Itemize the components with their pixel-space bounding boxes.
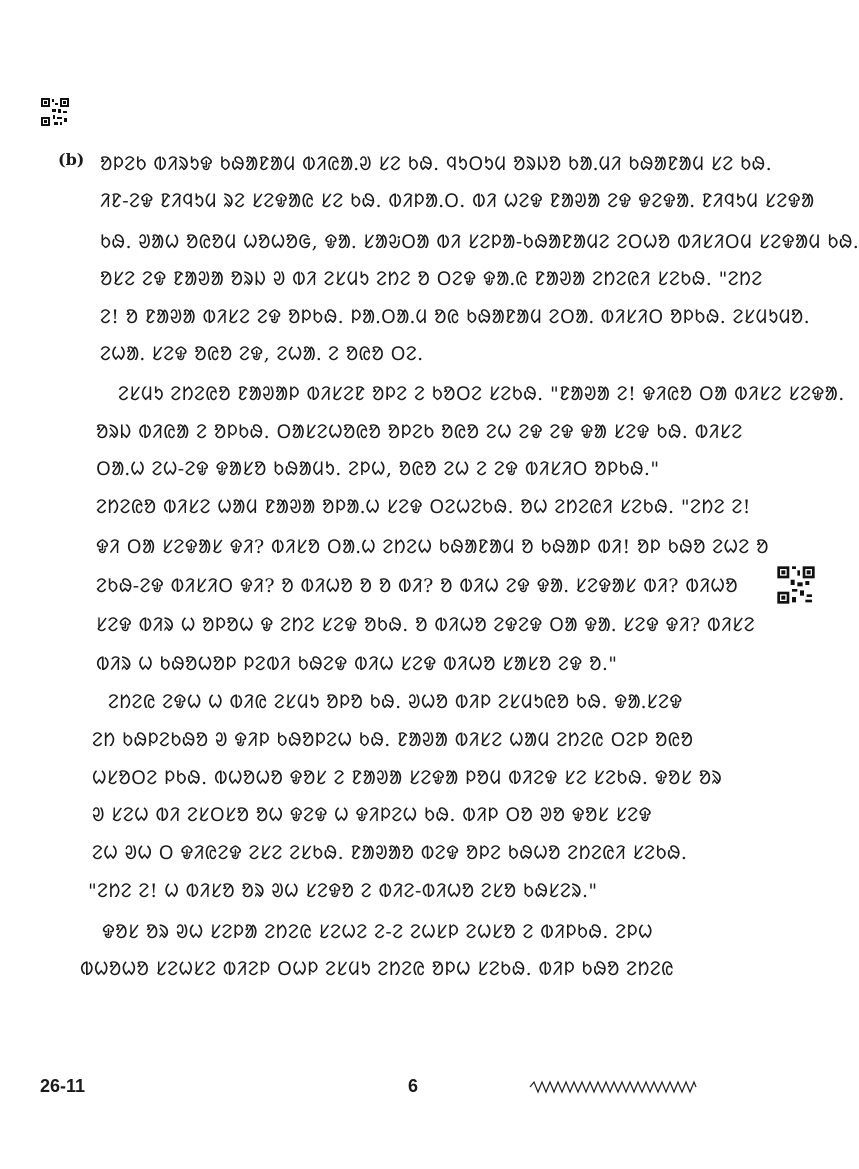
passage-line: ᱮᱥᱢᱩ ᱮᱴᱮᱭᱚ ᱱᱟᱣᱟᱞ ᱵᱤᱥᱮᱱ ᱚᱞᱮ ᱮ ᱠᱚᱛᱮ ᱥᱮᱠᱷ. "ᱱᱟᱣᱟ ᱮ! ᱫᱤᱭᱚ ᱛᱟ ᱵᱤᱥᱮ ᱥᱮᱫᱟ. — [118, 383, 845, 405]
passage-line: ᱛᱟᱹᱦ ᱮᱦ-ᱮᱫ ᱫᱟᱥᱚ ᱠᱷᱟᱢᱩ. ᱮᱞᱦ, ᱚᱭᱚ ᱮᱦ ᱮ ᱮᱫ ᱵᱤᱥᱤᱛ ᱚᱞᱠᱷ." — [96, 458, 660, 480]
passage-line: ᱥᱮᱫ ᱵᱤᱨ ᱦ ᱚᱞᱚᱦ ᱫ ᱮᱴᱮ ᱥᱮᱫ ᱚᱠᱷ. ᱚ ᱵᱤᱦᱚ ᱮᱫᱮᱫ ᱛᱟ ᱫᱟᱹ ᱥᱮᱫ ᱫᱤ? ᱵᱤᱥᱮ — [96, 614, 756, 636]
passage-line: ᱵᱤᱨ ᱦ ᱠᱷᱚᱦᱚᱞ ᱞᱮᱵᱤ ᱠᱷᱮᱫ ᱵᱤᱦ ᱥᱮᱫ ᱵᱤᱦᱚ ᱥᱟᱥᱚ ᱮᱫ ᱚ." — [96, 653, 618, 675]
passage-line: ᱮᱦ ᱣᱦ ᱛ ᱫᱤᱭᱮᱫ ᱮᱥᱮ ᱮᱥᱠᱷ. ᱱᱟᱣᱟᱚ ᱵᱮᱫ ᱚᱞᱮ ᱠᱷᱦᱚ ᱮᱴᱮᱭᱤ ᱥᱮᱠᱷ. — [92, 842, 688, 864]
passage-line: ᱠᱷ. ᱣᱟᱦ ᱚᱭᱚᱢ ᱦᱚᱦᱚᱜ, ᱫᱟᱹ ᱥᱟᱶᱛᱟ ᱵᱤ ᱥᱮᱞᱟ-ᱠᱷᱟᱱᱟᱢᱮ ᱮᱛᱦᱚ ᱵᱤᱥᱤᱛᱢ ᱥᱮᱫᱟᱢ ᱠᱷ. — [100, 231, 859, 253]
passage-line: ᱮ! ᱚ ᱱᱟᱣᱟ ᱵᱤᱥᱮ ᱮᱫ ᱚᱞᱠᱷ. ᱞᱟᱹᱛᱟᱹᱢ ᱚᱭ ᱠᱷᱟᱱᱟᱢ ᱮᱛᱟᱹ ᱵᱤᱥᱤᱛ ᱚᱞᱠᱷ. ᱮᱥᱢᱩᱢᱚ. — [100, 306, 811, 328]
passage-line: ᱮᱴᱮᱭ ᱮᱫᱦ ᱦ ᱵᱤᱭ ᱮᱥᱢᱩ ᱚᱞᱚ ᱠᱷ. ᱣᱦᱚ ᱵᱤᱞ ᱮᱥᱢᱩᱭᱚ ᱠᱷ. ᱫᱟᱹᱥᱮᱫ — [108, 691, 683, 713]
passage-line: ᱦᱥᱚᱛᱮ ᱞᱠᱷ. ᱵᱦᱚᱦᱚ ᱫᱚᱥ ᱮ ᱱᱟᱣᱟ ᱥᱮᱫᱟ ᱞᱚᱢ ᱵᱤᱮᱫ ᱥᱮ ᱥᱮᱠᱷ. ᱫᱚᱥ ᱚᱨ — [92, 767, 723, 789]
question-part-label: (b) — [58, 150, 85, 169]
page-number: 6 — [408, 1076, 419, 1096]
passage-line: ᱫᱚᱥ ᱚᱨ ᱣᱦ ᱥᱮᱞᱟ ᱮᱴᱮᱭ ᱥᱮᱦᱮ ᱮ-ᱮ ᱮᱦᱥᱞ ᱮᱦᱥᱚ ᱮ ᱵᱤᱞᱠᱷ. ᱮᱞᱦ — [102, 921, 653, 943]
passage-line: ᱫᱤ ᱛᱟ ᱥᱮᱫᱟᱥ ᱫᱤ? ᱵᱤᱥᱚ ᱛᱟᱹᱦ ᱮᱴᱮᱦ ᱠᱷᱟᱱᱟᱢ ᱚ ᱠᱷᱟᱞ ᱵᱤ! ᱚᱞ ᱠᱷᱚ ᱮᱦᱮ ᱚ — [96, 536, 769, 558]
paper-code: 26-11 — [40, 1076, 86, 1096]
passage-line: ᱮᱴ ᱠᱷᱞᱮᱠᱷᱚ ᱣ ᱫᱤᱞ ᱠᱷᱚᱞᱮᱦ ᱠᱷ. ᱱᱟᱣᱟ ᱵᱤᱥᱮ ᱦᱟᱢ ᱮᱴᱮᱭ ᱛᱮᱞ ᱚᱭᱚ — [92, 729, 694, 751]
wavy-line-icon — [530, 1080, 700, 1094]
passage-line: ᱮᱠᱷ-ᱮᱫ ᱵᱤᱥᱤᱛ ᱫᱤ? ᱚ ᱵᱤᱦᱚ ᱚ ᱚ ᱵᱤ? ᱚ ᱵᱤᱦ ᱮᱫ ᱫᱟᱹ ᱥᱮᱫᱟᱥ ᱵᱤ? ᱵᱤᱦᱚ — [96, 575, 739, 597]
qr-code-icon-top — [40, 97, 70, 127]
passage-line: ᱚᱞᱮᱠ ᱵᱤᱨᱩᱫ ᱠᱷᱟᱱᱟᱢ ᱵᱤᱭᱟᱹᱣ ᱥᱮ ᱠᱷ. ᱧᱩᱛᱩᱢ ᱚᱨᱡᱚ ᱠᱟᱹᱢᱤ ᱠᱷᱟᱱᱟᱢ ᱥᱮ ᱠᱷ. — [100, 153, 773, 175]
passage-line: ᱚᱨᱡ ᱵᱤᱭᱟ ᱮ ᱚᱞᱠᱷ. ᱛᱟᱥᱮᱦᱚᱭᱚ ᱚᱞᱮᱠ ᱚᱭᱚ ᱮᱦ ᱮᱫ ᱮᱫ ᱫᱟ ᱥᱮᱫ ᱠᱷ. ᱵᱤᱥᱮ — [96, 421, 743, 443]
passage-line: ᱮᱴᱮᱭᱚ ᱵᱤᱥᱮ ᱦᱟᱢ ᱱᱟᱣᱟ ᱚᱞᱟᱹᱦ ᱥᱮᱫ ᱛᱮᱦᱮᱠᱷ. ᱚᱦ ᱮᱴᱮᱭᱤ ᱥᱮᱠᱷ. "ᱮᱴᱮ ᱮ! — [96, 496, 751, 518]
qr-code-icon-side — [776, 565, 816, 605]
passage-line: ᱮᱦᱟᱹ ᱥᱮᱫ ᱚᱭᱚ ᱮᱫ, ᱮᱦᱟᱹ ᱮ ᱚᱭᱚ ᱛᱮ. — [100, 343, 424, 365]
passage-line: "ᱮᱴᱮ ᱮ! ᱦ ᱵᱤᱥᱚ ᱚᱨ ᱣᱦ ᱥᱮᱫᱚ ᱮ ᱵᱤᱮ-ᱵᱤᱦᱚ ᱮᱥᱚ ᱠᱷᱥᱮᱨ." — [88, 880, 598, 902]
passage-line: ᱵᱦᱚᱦᱚ ᱥᱮᱦᱥᱮ ᱵᱤᱮᱞ ᱛᱦᱞ ᱮᱥᱢᱩ ᱮᱴᱮᱭ ᱚᱞᱦ ᱥᱮᱠᱷ. ᱵᱤᱞ ᱠᱷᱚ ᱮᱴᱮᱭ — [80, 958, 674, 980]
passage-line: ᱤᱱ-ᱮᱫ ᱱᱤᱧᱩᱢ ᱨᱮ ᱥᱮᱫᱟᱭ ᱥᱮ ᱠᱷ. ᱵᱤᱞᱟᱹᱛ. ᱵᱤ ᱦᱮᱫ ᱱᱟᱣᱟ ᱮᱫ ᱫᱮᱫᱟᱹ ᱱᱤᱧᱩᱢ ᱥᱮᱫᱟ — [100, 190, 815, 212]
passage-line: ᱚᱥᱮ ᱮᱫ ᱱᱟᱣᱟ ᱚᱨᱡ ᱣ ᱵᱤ ᱮᱥᱢᱩ ᱮᱴᱮ ᱚ ᱛᱮᱫ ᱫᱟᱹᱭ ᱱᱟᱣᱟ ᱮᱴᱮᱭᱤ ᱥᱮᱠᱷ. "ᱮᱴᱮ — [100, 268, 763, 290]
passage-line: ᱣ ᱥᱮᱦ ᱵᱤ ᱮᱥᱛᱥᱚ ᱚᱦ ᱫᱮᱫ ᱦ ᱫᱤᱞᱮᱦ ᱠᱷ. ᱵᱤᱞ ᱛᱚ ᱣᱚ ᱫᱚᱥ ᱥᱮᱫ — [92, 804, 652, 826]
